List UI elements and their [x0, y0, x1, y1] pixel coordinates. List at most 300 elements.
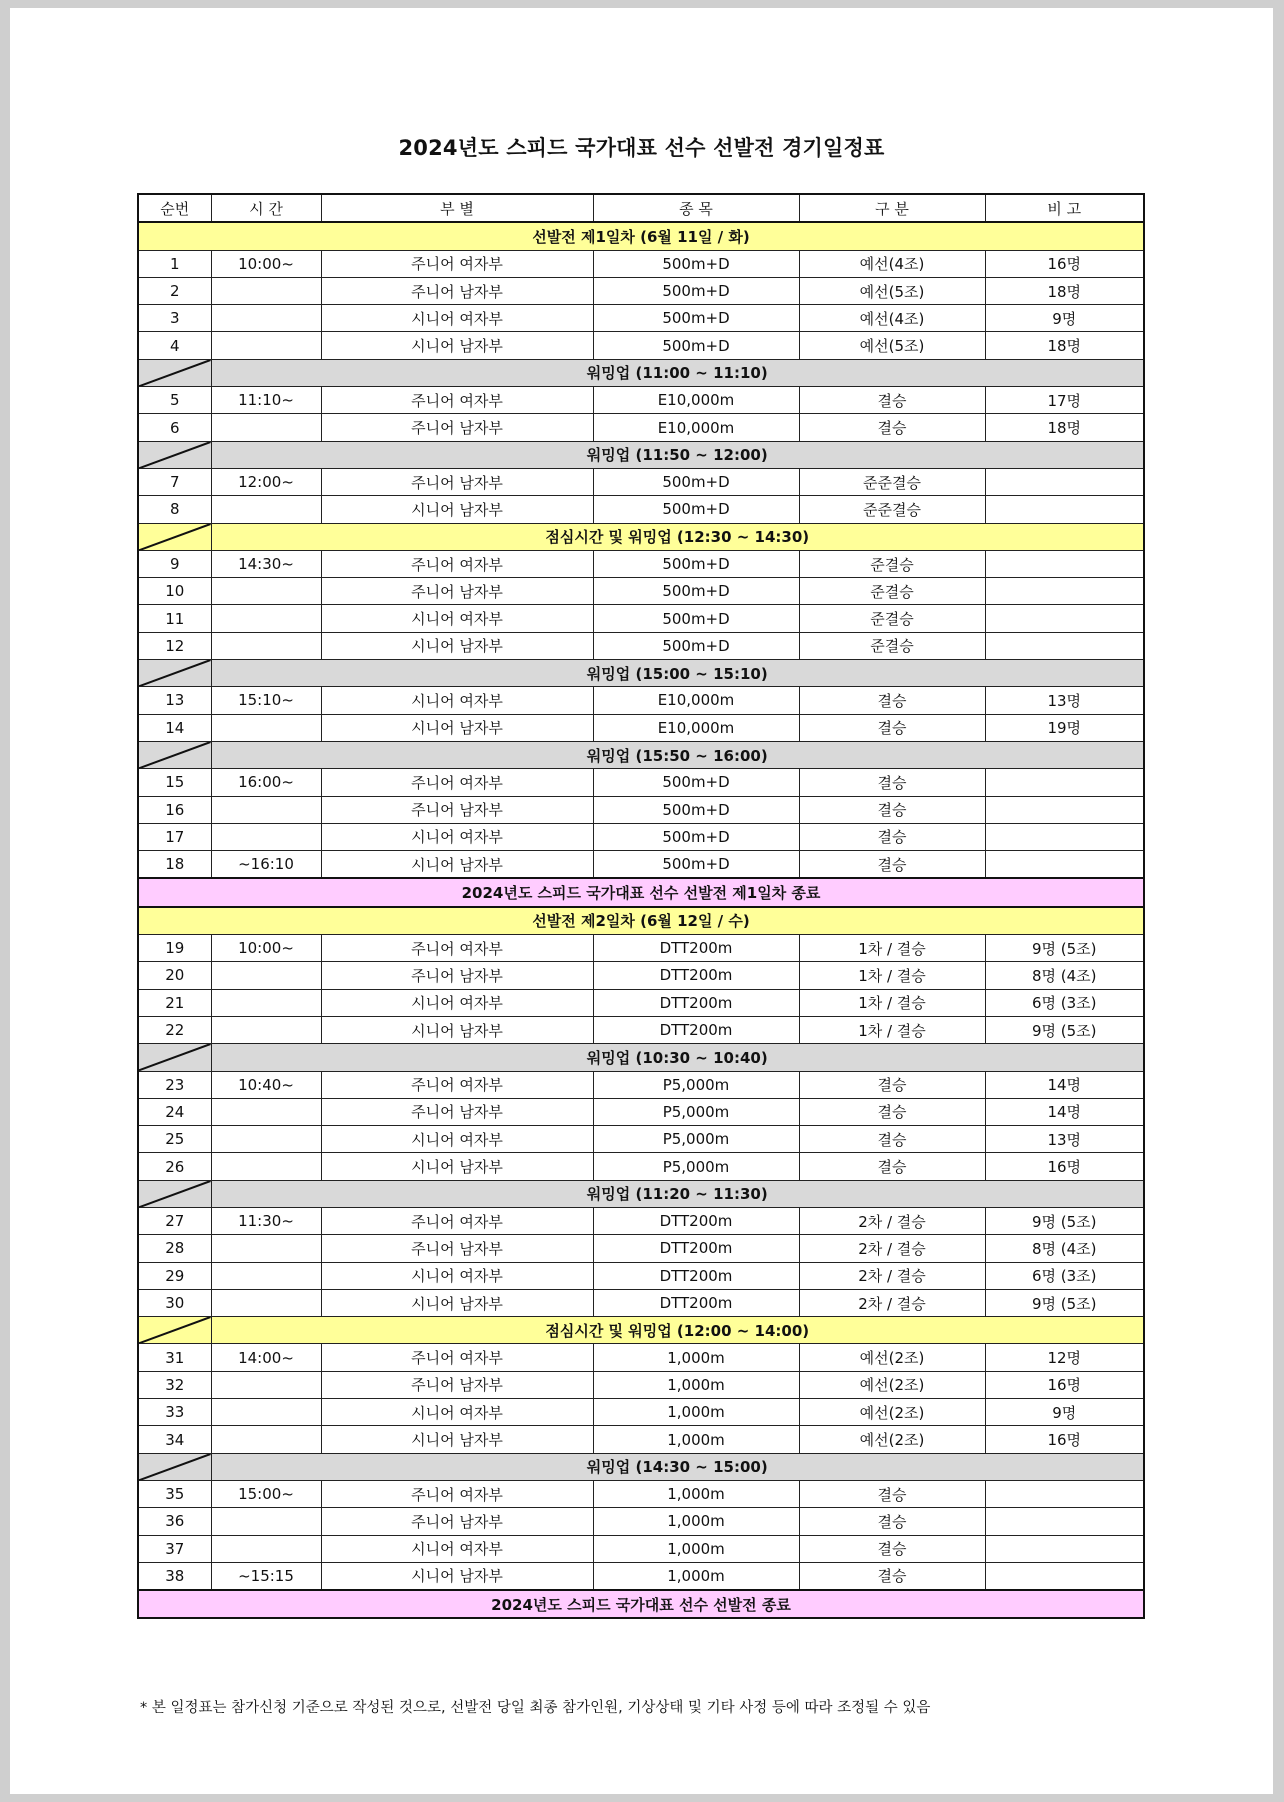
row-event: P5,000m — [593, 1071, 799, 1098]
row-category: 결승 — [799, 769, 985, 796]
row-division: 주니어 남자부 — [321, 414, 593, 441]
row-category: 예선(2조) — [799, 1371, 985, 1398]
warmup-label: 워밍업 (11:20 ~ 11:30) — [211, 1180, 1144, 1207]
row-division: 시니어 여자부 — [321, 305, 593, 332]
table-row — [138, 305, 1144, 332]
row-time — [211, 962, 321, 989]
warmup-row — [138, 741, 1144, 768]
row-time: 14:30~ — [211, 550, 321, 577]
row-category: 결승 — [799, 1126, 985, 1153]
row-event: DTT200m — [593, 1289, 799, 1316]
table-row — [138, 1016, 1144, 1043]
row-time — [211, 989, 321, 1016]
row-category: 1차 / 결승 — [799, 1016, 985, 1043]
row-time — [211, 1289, 321, 1316]
row-no: 33 — [138, 1399, 211, 1426]
row-event: DTT200m — [593, 1016, 799, 1043]
row-note: 19명 — [985, 714, 1144, 741]
row-event: 1,000m — [593, 1399, 799, 1426]
row-division: 시니어 남자부 — [321, 1016, 593, 1043]
row-no: 18 — [138, 851, 211, 879]
row-category: 1차 / 결승 — [799, 989, 985, 1016]
row-note — [985, 550, 1144, 577]
row-note — [985, 578, 1144, 605]
row-category: 결승 — [799, 1562, 985, 1590]
row-event: DTT200m — [593, 1235, 799, 1262]
row-no: 5 — [138, 387, 211, 414]
row-division: 시니어 여자부 — [321, 687, 593, 714]
row-no: 27 — [138, 1207, 211, 1234]
slash-cell — [138, 359, 211, 386]
row-note: 12명 — [985, 1344, 1144, 1371]
table-row — [138, 1535, 1144, 1562]
table-row — [138, 250, 1144, 277]
lunch-label: 점심시간 및 워밍업 (12:30 ~ 14:30) — [211, 523, 1144, 550]
row-time: ~15:15 — [211, 1562, 321, 1590]
row-event: 500m+D — [593, 468, 799, 495]
row-note — [985, 851, 1144, 879]
row-event: 1,000m — [593, 1535, 799, 1562]
row-division: 시니어 남자부 — [321, 1426, 593, 1453]
row-event: DTT200m — [593, 962, 799, 989]
table-row — [138, 1235, 1144, 1262]
diagonal-slash-icon — [139, 360, 211, 386]
row-event: DTT200m — [593, 1262, 799, 1289]
row-event: 500m+D — [593, 823, 799, 850]
row-event: 500m+D — [593, 496, 799, 523]
row-division: 시니어 남자부 — [321, 1562, 593, 1590]
row-note: 18명 — [985, 414, 1144, 441]
table-row — [138, 714, 1144, 741]
diagonal-slash-icon — [139, 524, 211, 550]
row-no: 29 — [138, 1262, 211, 1289]
row-event: E10,000m — [593, 714, 799, 741]
diagonal-slash-icon — [139, 442, 211, 468]
row-event: E10,000m — [593, 387, 799, 414]
table-row — [138, 1289, 1144, 1316]
row-no: 38 — [138, 1562, 211, 1590]
row-time — [211, 1153, 321, 1180]
diagonal-slash-icon — [139, 660, 211, 686]
row-division: 시니어 여자부 — [321, 605, 593, 632]
row-division: 주니어 남자부 — [321, 1508, 593, 1535]
row-division: 주니어 여자부 — [321, 550, 593, 577]
diagonal-slash-icon — [139, 742, 211, 768]
row-category: 결승 — [799, 714, 985, 741]
row-time — [211, 1535, 321, 1562]
row-division: 주니어 여자부 — [321, 769, 593, 796]
row-no: 20 — [138, 962, 211, 989]
row-division: 주니어 남자부 — [321, 468, 593, 495]
row-no: 9 — [138, 550, 211, 577]
row-division: 시니어 여자부 — [321, 1262, 593, 1289]
row-category: 준결승 — [799, 605, 985, 632]
day-end-label: 2024년도 스피드 국가대표 선수 선발전 제1일차 종료 — [138, 878, 1144, 906]
row-note: 6명 (3조) — [985, 989, 1144, 1016]
row-event: 500m+D — [593, 578, 799, 605]
row-time — [211, 1508, 321, 1535]
row-no: 1 — [138, 250, 211, 277]
row-event: DTT200m — [593, 1207, 799, 1234]
row-category: 결승 — [799, 796, 985, 823]
row-division: 주니어 남자부 — [321, 1235, 593, 1262]
row-no: 11 — [138, 605, 211, 632]
row-note — [985, 796, 1144, 823]
row-no: 21 — [138, 989, 211, 1016]
row-no: 14 — [138, 714, 211, 741]
row-division: 주니어 여자부 — [321, 250, 593, 277]
row-time — [211, 277, 321, 304]
row-event: 1,000m — [593, 1426, 799, 1453]
row-time — [211, 1016, 321, 1043]
table-row — [138, 1262, 1144, 1289]
row-note: 9명 (5조) — [985, 935, 1144, 962]
row-time — [211, 796, 321, 823]
row-category: 예선(2조) — [799, 1399, 985, 1426]
row-division: 시니어 여자부 — [321, 989, 593, 1016]
table-row — [138, 823, 1144, 850]
row-note — [985, 1562, 1144, 1590]
row-division: 주니어 남자부 — [321, 796, 593, 823]
table-row — [138, 468, 1144, 495]
table-row — [138, 851, 1144, 879]
row-category: 예선(2조) — [799, 1426, 985, 1453]
row-note: 14명 — [985, 1071, 1144, 1098]
row-no: 7 — [138, 468, 211, 495]
row-category: 2차 / 결승 — [799, 1235, 985, 1262]
row-no: 25 — [138, 1126, 211, 1153]
row-note — [985, 1480, 1144, 1507]
row-no: 36 — [138, 1508, 211, 1535]
slash-cell — [138, 441, 211, 468]
table-row — [138, 1071, 1144, 1098]
row-category: 예선(4조) — [799, 305, 985, 332]
row-category: 결승 — [799, 823, 985, 850]
row-no: 15 — [138, 769, 211, 796]
row-time — [211, 632, 321, 659]
row-event: DTT200m — [593, 989, 799, 1016]
slash-cell — [138, 1453, 211, 1480]
row-no: 32 — [138, 1371, 211, 1398]
warmup-label: 워밍업 (15:00 ~ 15:10) — [211, 660, 1144, 687]
row-time — [211, 414, 321, 441]
header-time: 시 간 — [211, 194, 321, 222]
diagonal-slash-icon — [139, 1317, 211, 1343]
row-category: 결승 — [799, 687, 985, 714]
row-category: 결승 — [799, 1535, 985, 1562]
row-division: 주니어 여자부 — [321, 1207, 593, 1234]
diagonal-slash-icon — [139, 1181, 211, 1207]
warmup-row — [138, 1453, 1144, 1480]
row-time — [211, 332, 321, 359]
row-time — [211, 578, 321, 605]
table-row — [138, 1562, 1144, 1590]
row-time — [211, 1126, 321, 1153]
row-category: 1차 / 결승 — [799, 935, 985, 962]
page-title: 2024년도 스피드 국가대표 선수 선발전 경기일정표 — [398, 136, 885, 160]
table-row — [138, 605, 1144, 632]
table-row — [138, 962, 1144, 989]
row-event: 500m+D — [593, 277, 799, 304]
lunch-row — [138, 1317, 1144, 1344]
row-note: 13명 — [985, 687, 1144, 714]
row-time: 11:30~ — [211, 1207, 321, 1234]
row-time — [211, 605, 321, 632]
table-row — [138, 989, 1144, 1016]
row-note — [985, 605, 1144, 632]
row-category: 결승 — [799, 1098, 985, 1125]
row-time — [211, 1371, 321, 1398]
row-no: 30 — [138, 1289, 211, 1316]
row-category: 결승 — [799, 1508, 985, 1535]
slash-cell — [138, 741, 211, 768]
row-note: 9명 — [985, 305, 1144, 332]
row-division: 주니어 남자부 — [321, 1098, 593, 1125]
table-row — [138, 687, 1144, 714]
table-row — [138, 935, 1144, 962]
row-note — [985, 769, 1144, 796]
row-note: 16명 — [985, 1426, 1144, 1453]
row-no: 26 — [138, 1153, 211, 1180]
slash-cell — [138, 1317, 211, 1344]
row-division: 시니어 남자부 — [321, 496, 593, 523]
diagonal-slash-icon — [139, 1044, 211, 1070]
row-category: 1차 / 결승 — [799, 962, 985, 989]
row-category: 결승 — [799, 1153, 985, 1180]
row-category: 2차 / 결승 — [799, 1207, 985, 1234]
row-division: 주니어 남자부 — [321, 962, 593, 989]
row-division: 주니어 남자부 — [321, 277, 593, 304]
row-category: 2차 / 결승 — [799, 1262, 985, 1289]
row-no: 31 — [138, 1344, 211, 1371]
row-category: 결승 — [799, 1071, 985, 1098]
row-division: 시니어 여자부 — [321, 823, 593, 850]
row-category: 결승 — [799, 1480, 985, 1507]
row-no: 22 — [138, 1016, 211, 1043]
day-end-row — [138, 878, 1144, 906]
row-time — [211, 1235, 321, 1262]
row-division: 주니어 남자부 — [321, 1371, 593, 1398]
table-row — [138, 1126, 1144, 1153]
row-note: 16명 — [985, 1153, 1144, 1180]
row-division: 시니어 남자부 — [321, 851, 593, 879]
row-time: 11:10~ — [211, 387, 321, 414]
row-event: 1,000m — [593, 1371, 799, 1398]
row-time: 12:00~ — [211, 468, 321, 495]
row-event: 1,000m — [593, 1344, 799, 1371]
row-no: 24 — [138, 1098, 211, 1125]
day-end-label: 2024년도 스피드 국가대표 선수 선발전 종료 — [138, 1590, 1144, 1618]
header-no: 순번 — [138, 194, 211, 222]
row-time: ~16:10 — [211, 851, 321, 879]
row-event: P5,000m — [593, 1126, 799, 1153]
footnote: * 본 일정표는 참가신청 기준으로 작성된 것으로, 선발전 당일 최종 참가인원, 기상상태 및 기타 사정 등에 따라 조정될 수 있음 — [140, 1700, 931, 1716]
document-page — [10, 8, 1273, 1794]
row-category: 준준결승 — [799, 496, 985, 523]
table-row — [138, 277, 1144, 304]
row-category: 준결승 — [799, 550, 985, 577]
row-note — [985, 1535, 1144, 1562]
schedule-table — [137, 193, 1145, 1619]
row-event: 500m+D — [593, 305, 799, 332]
row-division: 주니어 여자부 — [321, 1071, 593, 1098]
row-division: 시니어 남자부 — [321, 1289, 593, 1316]
row-division: 주니어 여자부 — [321, 1480, 593, 1507]
row-time: 14:00~ — [211, 1344, 321, 1371]
row-no: 28 — [138, 1235, 211, 1262]
row-note: 9명 (5조) — [985, 1016, 1144, 1043]
slash-cell — [138, 660, 211, 687]
row-note — [985, 823, 1144, 850]
row-category: 결승 — [799, 414, 985, 441]
table-row — [138, 550, 1144, 577]
lunch-label: 점심시간 및 워밍업 (12:00 ~ 14:00) — [211, 1317, 1144, 1344]
table-row — [138, 1098, 1144, 1125]
row-category: 결승 — [799, 387, 985, 414]
row-note: 18명 — [985, 332, 1144, 359]
row-no: 3 — [138, 305, 211, 332]
row-note: 9명 (5조) — [985, 1207, 1144, 1234]
table-row — [138, 1399, 1144, 1426]
row-division: 시니어 남자부 — [321, 632, 593, 659]
table-row — [138, 332, 1144, 359]
row-division: 시니어 남자부 — [321, 714, 593, 741]
row-no: 35 — [138, 1480, 211, 1507]
table-row — [138, 1371, 1144, 1398]
row-event: P5,000m — [593, 1098, 799, 1125]
row-event: E10,000m — [593, 687, 799, 714]
slash-cell — [138, 523, 211, 550]
row-division: 시니어 남자부 — [321, 332, 593, 359]
diagonal-slash-icon — [139, 1454, 211, 1480]
row-event: E10,000m — [593, 414, 799, 441]
row-no: 10 — [138, 578, 211, 605]
row-time — [211, 496, 321, 523]
row-note — [985, 632, 1144, 659]
row-category: 예선(5조) — [799, 277, 985, 304]
row-division: 주니어 여자부 — [321, 387, 593, 414]
table-row — [138, 1344, 1144, 1371]
warmup-row — [138, 359, 1144, 386]
row-no: 23 — [138, 1071, 211, 1098]
table-row — [138, 1153, 1144, 1180]
day-header-label: 선발전 제2일차 (6월 12일 / 수) — [138, 907, 1144, 935]
row-no: 8 — [138, 496, 211, 523]
row-note: 17명 — [985, 387, 1144, 414]
row-category: 2차 / 결승 — [799, 1289, 985, 1316]
row-time — [211, 305, 321, 332]
row-note: 6명 (3조) — [985, 1262, 1144, 1289]
row-category: 예선(2조) — [799, 1344, 985, 1371]
row-note: 16명 — [985, 1371, 1144, 1398]
row-event: 500m+D — [593, 332, 799, 359]
row-no: 4 — [138, 332, 211, 359]
row-division: 시니어 남자부 — [321, 1153, 593, 1180]
warmup-row — [138, 441, 1144, 468]
schedule-body — [138, 222, 1144, 1618]
row-event: 500m+D — [593, 605, 799, 632]
row-division: 주니어 여자부 — [321, 1344, 593, 1371]
row-division: 시니어 여자부 — [321, 1126, 593, 1153]
row-time — [211, 1399, 321, 1426]
header-note: 비 고 — [985, 194, 1144, 222]
row-note: 13명 — [985, 1126, 1144, 1153]
row-note: 16명 — [985, 250, 1144, 277]
day-header-label: 선발전 제1일차 (6월 11일 / 화) — [138, 222, 1144, 250]
row-time: 10:40~ — [211, 1071, 321, 1098]
warmup-label: 워밍업 (14:30 ~ 15:00) — [211, 1453, 1144, 1480]
row-note: 9명 (5조) — [985, 1289, 1144, 1316]
table-row — [138, 578, 1144, 605]
warmup-label: 워밍업 (15:50 ~ 16:00) — [211, 741, 1144, 768]
row-category: 준결승 — [799, 632, 985, 659]
table-header-row — [138, 194, 1144, 222]
row-event: 1,000m — [593, 1508, 799, 1535]
row-division: 시니어 여자부 — [321, 1535, 593, 1562]
row-category: 준결승 — [799, 578, 985, 605]
row-time: 16:00~ — [211, 769, 321, 796]
row-time — [211, 1098, 321, 1125]
warmup-row — [138, 1044, 1144, 1071]
row-time — [211, 714, 321, 741]
table-row — [138, 1508, 1144, 1535]
day-header-row — [138, 907, 1144, 935]
row-event: 1,000m — [593, 1562, 799, 1590]
row-event: 500m+D — [593, 851, 799, 879]
row-time: 15:00~ — [211, 1480, 321, 1507]
table-row — [138, 1480, 1144, 1507]
row-note: 8명 (4조) — [985, 962, 1144, 989]
row-event: 500m+D — [593, 250, 799, 277]
row-note: 8명 (4조) — [985, 1235, 1144, 1262]
row-category: 예선(4조) — [799, 250, 985, 277]
table-row — [138, 769, 1144, 796]
row-event: 500m+D — [593, 769, 799, 796]
header-event: 종 목 — [593, 194, 799, 222]
row-no: 34 — [138, 1426, 211, 1453]
header-category: 구 분 — [799, 194, 985, 222]
slash-cell — [138, 1044, 211, 1071]
row-note — [985, 1508, 1144, 1535]
table-row — [138, 387, 1144, 414]
row-event: 500m+D — [593, 550, 799, 577]
table-row — [138, 1207, 1144, 1234]
row-no: 19 — [138, 935, 211, 962]
table-row — [138, 1426, 1144, 1453]
row-time: 10:00~ — [211, 935, 321, 962]
row-no: 37 — [138, 1535, 211, 1562]
table-row — [138, 414, 1144, 441]
slash-cell — [138, 1180, 211, 1207]
row-note: 14명 — [985, 1098, 1144, 1125]
row-category: 준준결승 — [799, 468, 985, 495]
row-category: 예선(5조) — [799, 332, 985, 359]
row-time — [211, 1426, 321, 1453]
row-event: P5,000m — [593, 1153, 799, 1180]
row-time — [211, 1262, 321, 1289]
row-division: 주니어 여자부 — [321, 935, 593, 962]
row-no: 12 — [138, 632, 211, 659]
warmup-label: 워밍업 (11:50 ~ 12:00) — [211, 441, 1144, 468]
row-event: 500m+D — [593, 632, 799, 659]
warmup-row — [138, 1180, 1144, 1207]
row-event: 1,000m — [593, 1480, 799, 1507]
row-time: 15:10~ — [211, 687, 321, 714]
row-no: 13 — [138, 687, 211, 714]
row-note: 9명 — [985, 1399, 1144, 1426]
table-row — [138, 632, 1144, 659]
day-end-row — [138, 1590, 1144, 1618]
